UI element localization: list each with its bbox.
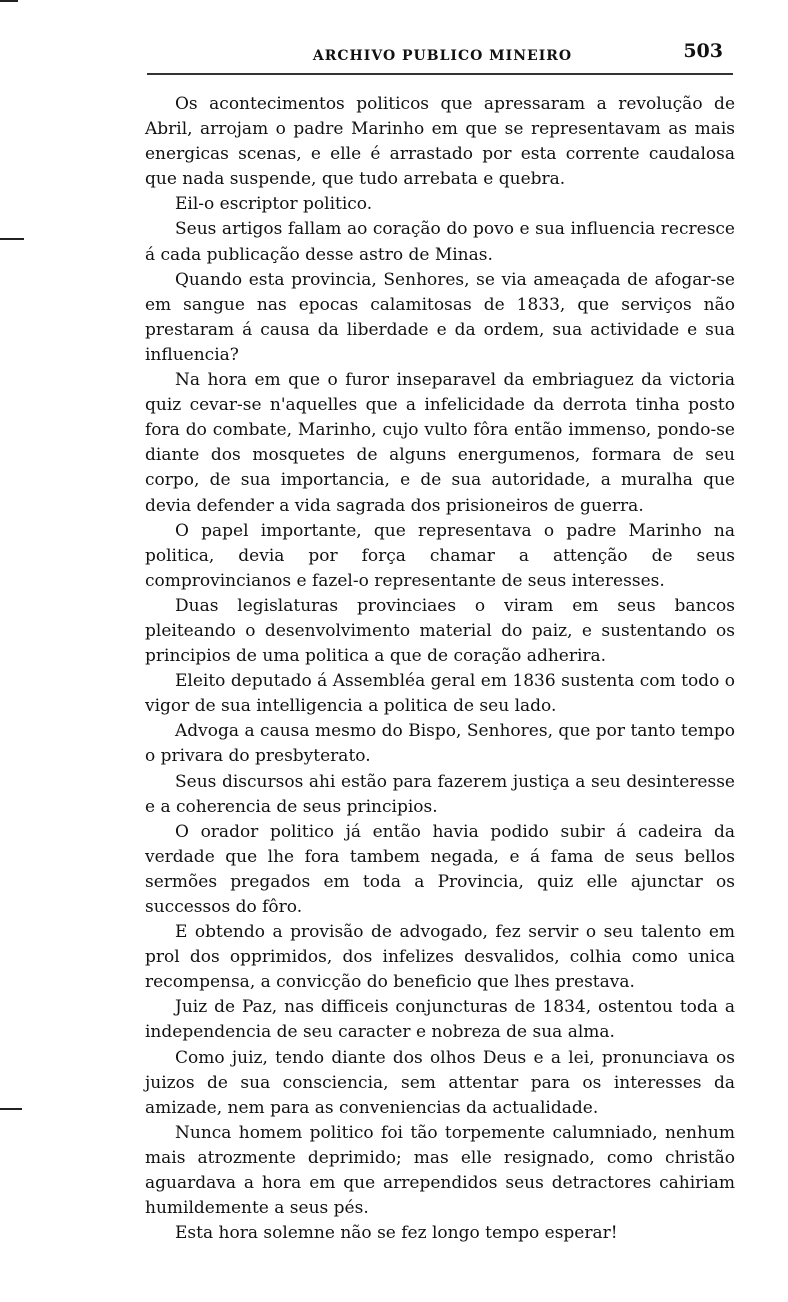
paragraph: Advoga a causa mesmo do Bispo, Senhores, que por tanto tempo o privara do presbyterato.	[145, 721, 735, 767]
body-text	[145, 92, 735, 1246]
paragraph: O orador politico já então havia podido subir á cadeira da verdade que lhe fora tambem negada, e á fama de seus bellos sermões pregados em toda a Provincia, quiz elle ajunctar os successos do fôro.	[145, 821, 735, 917]
running-title: ARCHIVO PUBLICO MINEIRO	[312, 48, 573, 64]
margin-mark	[0, 238, 24, 240]
paragraph: O papel importante, que representava o padre Marinho na politica, devia por força chamar a attenção de seus comprovincianos e fazel-o representante de seus interesses.	[145, 520, 735, 591]
paragraph: Seus discursos ahi estão para fazerem justiça a seu desinteresse e a coherencia de seus principios.	[145, 771, 735, 817]
paragraph: Esta hora solemne não se fez longo tempo esperar!	[175, 1223, 618, 1244]
header-rule	[147, 73, 733, 75]
paragraph: Eil-o escriptor politico.	[175, 194, 373, 215]
margin-mark	[0, 1108, 22, 1110]
page-number: 503	[683, 40, 723, 62]
paragraph: Na hora em que o furor inseparavel da embriaguez da victoria quiz cevar-se n'aquelles que a infelicidade da derrota tinha posto fora do combate, Marinho, cujo vulto fôra então immenso, pondo-se diante dos mosquetes de alguns energumenos, formara de seu corpo, de sua importancia, e de sua autoridade, a muralha que devia defender a vida sagrada dos prisioneiros de guerra.	[145, 370, 735, 516]
paragraph: Seus artigos fallam ao coração do povo e sua influencia recresce á cada publicação desse astro de Minas.	[145, 219, 735, 265]
margin-mark	[0, 0, 18, 2]
paragraph: E obtendo a provisão de advogado, fez servir o seu talento em prol dos opprimidos, dos infelizes desvalidos, colhia como unica recompensa, a convicção do beneficio que lhes prestava.	[145, 922, 735, 993]
paragraph: Nunca homem politico foi tão torpemente calumniado, nenhum mais atrozmente deprimido; mas elle resignado, como christão aguardava a hora em que arrependidos seus detractores cahiriam humildemente a seus pés.	[145, 1122, 735, 1219]
paragraph: Juiz de Paz, nas difficeis conjuncturas de 1834, ostentou toda a independencia de seu caracter e nobreza de sua alma.	[145, 997, 735, 1043]
paragraph: Os acontecimentos politicos que apressaram a revolução de Abril, arrojam o padre Marinho em que se representavam as mais energicas scenas, e elle é arrastado por esta corrente caudalosa que nada suspende, que tudo arrebata e quebra.	[145, 94, 735, 190]
paragraph: Duas legislaturas provinciaes o viram em seus bancos pleiteando o desenvolvimento material do paiz, e sustentando os principios de uma politica a que de coração adherira.	[145, 595, 735, 667]
page-header	[150, 40, 735, 70]
paragraph: Eleito deputado á Assembléa geral em 1836 sustenta com todo o vigor de sua intelligencia a politica de seu lado.	[145, 671, 735, 717]
paragraph: Quando esta provincia, Senhores, se via ameaçada de afogar-se em sangue nas epocas calamitosas de 1833, que serviços não prestaram á causa da liberdade e da ordem, sua actividade e sua influencia?	[145, 269, 735, 365]
paragraph: Como juiz, tendo diante dos olhos Deus e a lei, pronunciava os juizos de sua consciencia, sem attentar para os interesses da amizade, nem para as conveniencias da actualidade.	[145, 1047, 735, 1118]
